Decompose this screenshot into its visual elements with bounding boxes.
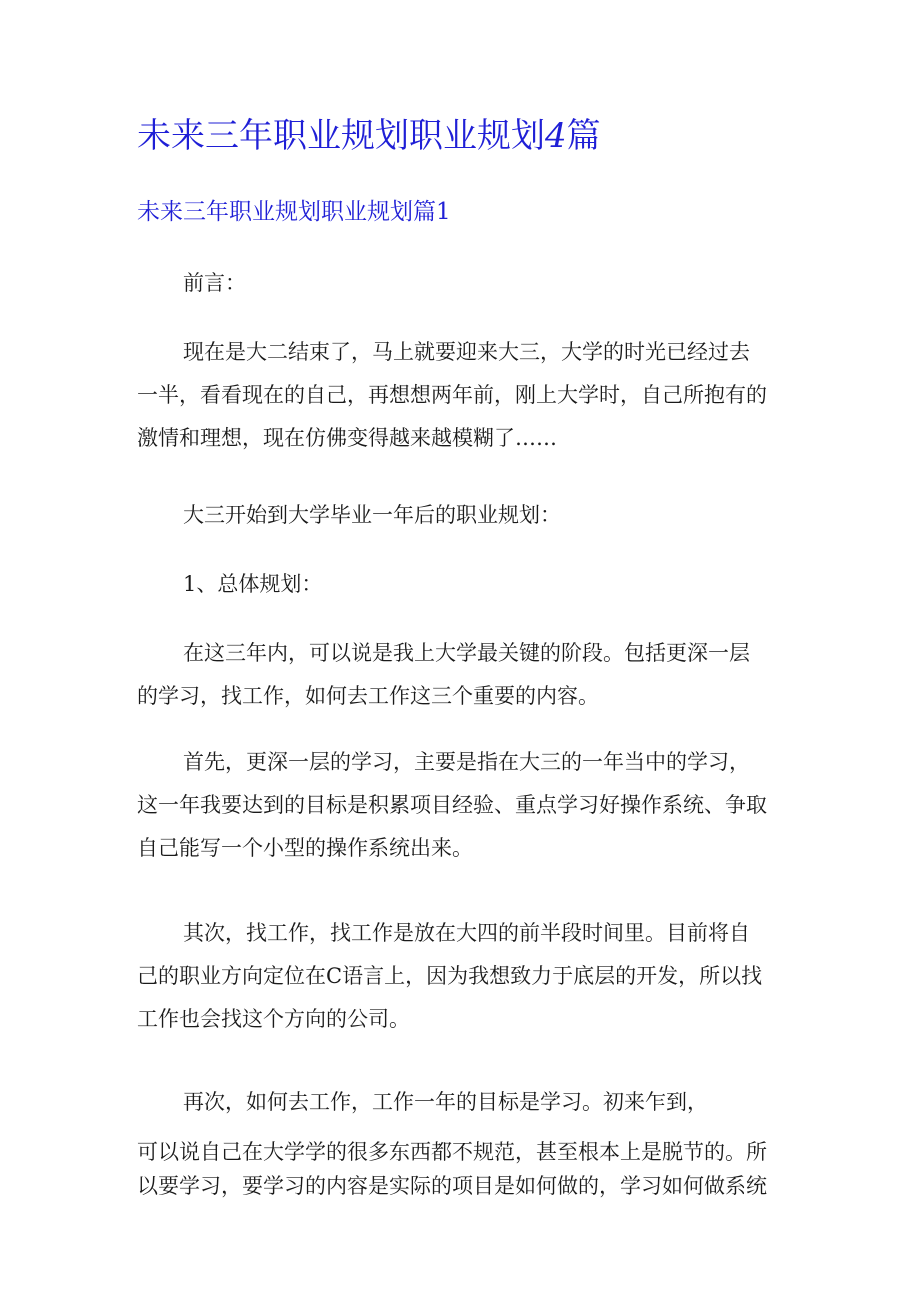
paragraph-preface-label xyxy=(137,262,777,305)
paragraph-line: 在这三年内，可以说是我上大学最关键的阶段。包括更深一层 xyxy=(183,641,750,665)
paragraph-intro xyxy=(137,331,777,460)
paragraph-line: 自己能写一个小型的操作系统出来。 xyxy=(137,836,473,860)
title-suffix: 篇 xyxy=(566,116,601,156)
paragraph-line: 一半，看看现在的自己，再想想两年前，刚上大学时，自己所抱有的 xyxy=(137,383,767,407)
paragraph-line: 可以说自己在大学学的很多东西都不规范，甚至根本上是脱节的。所 xyxy=(137,1140,767,1164)
paragraph-line: 现在是大二结束了，马上就要迎来大三，大学的时光已经过去 xyxy=(183,340,750,364)
paragraph-second xyxy=(137,912,777,1041)
paragraph-line: 己的职业方向定位在C语言上，因为我想致力于底层的开发，所以找 xyxy=(137,964,763,988)
paragraph-line: 工作也会找这个方向的公司。 xyxy=(137,1007,410,1031)
paragraph-line: 1、总体规划： xyxy=(183,572,323,596)
paragraph-line: 以要学习，要学习的内容是实际的项目是如何做的，学习如何做系统 xyxy=(137,1174,767,1198)
paragraph-line: 首先，更深一层的学习，主要是指在大三的一年当中的学习， xyxy=(183,750,750,774)
paragraph-line: 大三开始到大学毕业一年后的职业规划： xyxy=(183,503,561,527)
paragraph-line: 的学习，找工作，如何去工作这三个重要的内容。 xyxy=(137,684,599,708)
paragraph-line: 再次，如何去工作，工作一年的目标是学习。初来乍到， xyxy=(183,1090,708,1114)
title-text: 未来三年职业规划职业规划 xyxy=(137,116,545,156)
paragraph-line: 激情和理想，现在仿佛变得越来越模糊了…… xyxy=(137,426,557,450)
paragraph-first xyxy=(137,741,777,870)
title-number: 4 xyxy=(545,116,567,156)
paragraph-line: 前言： xyxy=(183,271,246,295)
document-title xyxy=(137,112,601,160)
paragraph-line: 其次，找工作，找工作是放在大四的前半段时间里。目前将自 xyxy=(183,921,750,945)
paragraph-three-years xyxy=(137,632,777,718)
paragraph-line: 这一年我要达到的目标是积累项目经验、重点学习好操作系统、争取 xyxy=(137,793,767,817)
paragraph-overall-plan xyxy=(137,563,777,606)
paragraph-third xyxy=(137,1081,777,1124)
paragraph-plan-heading xyxy=(137,494,777,537)
section-heading: 未来三年职业规划职业规划篇1 xyxy=(137,199,451,225)
paragraph-third-continued xyxy=(137,1135,777,1203)
